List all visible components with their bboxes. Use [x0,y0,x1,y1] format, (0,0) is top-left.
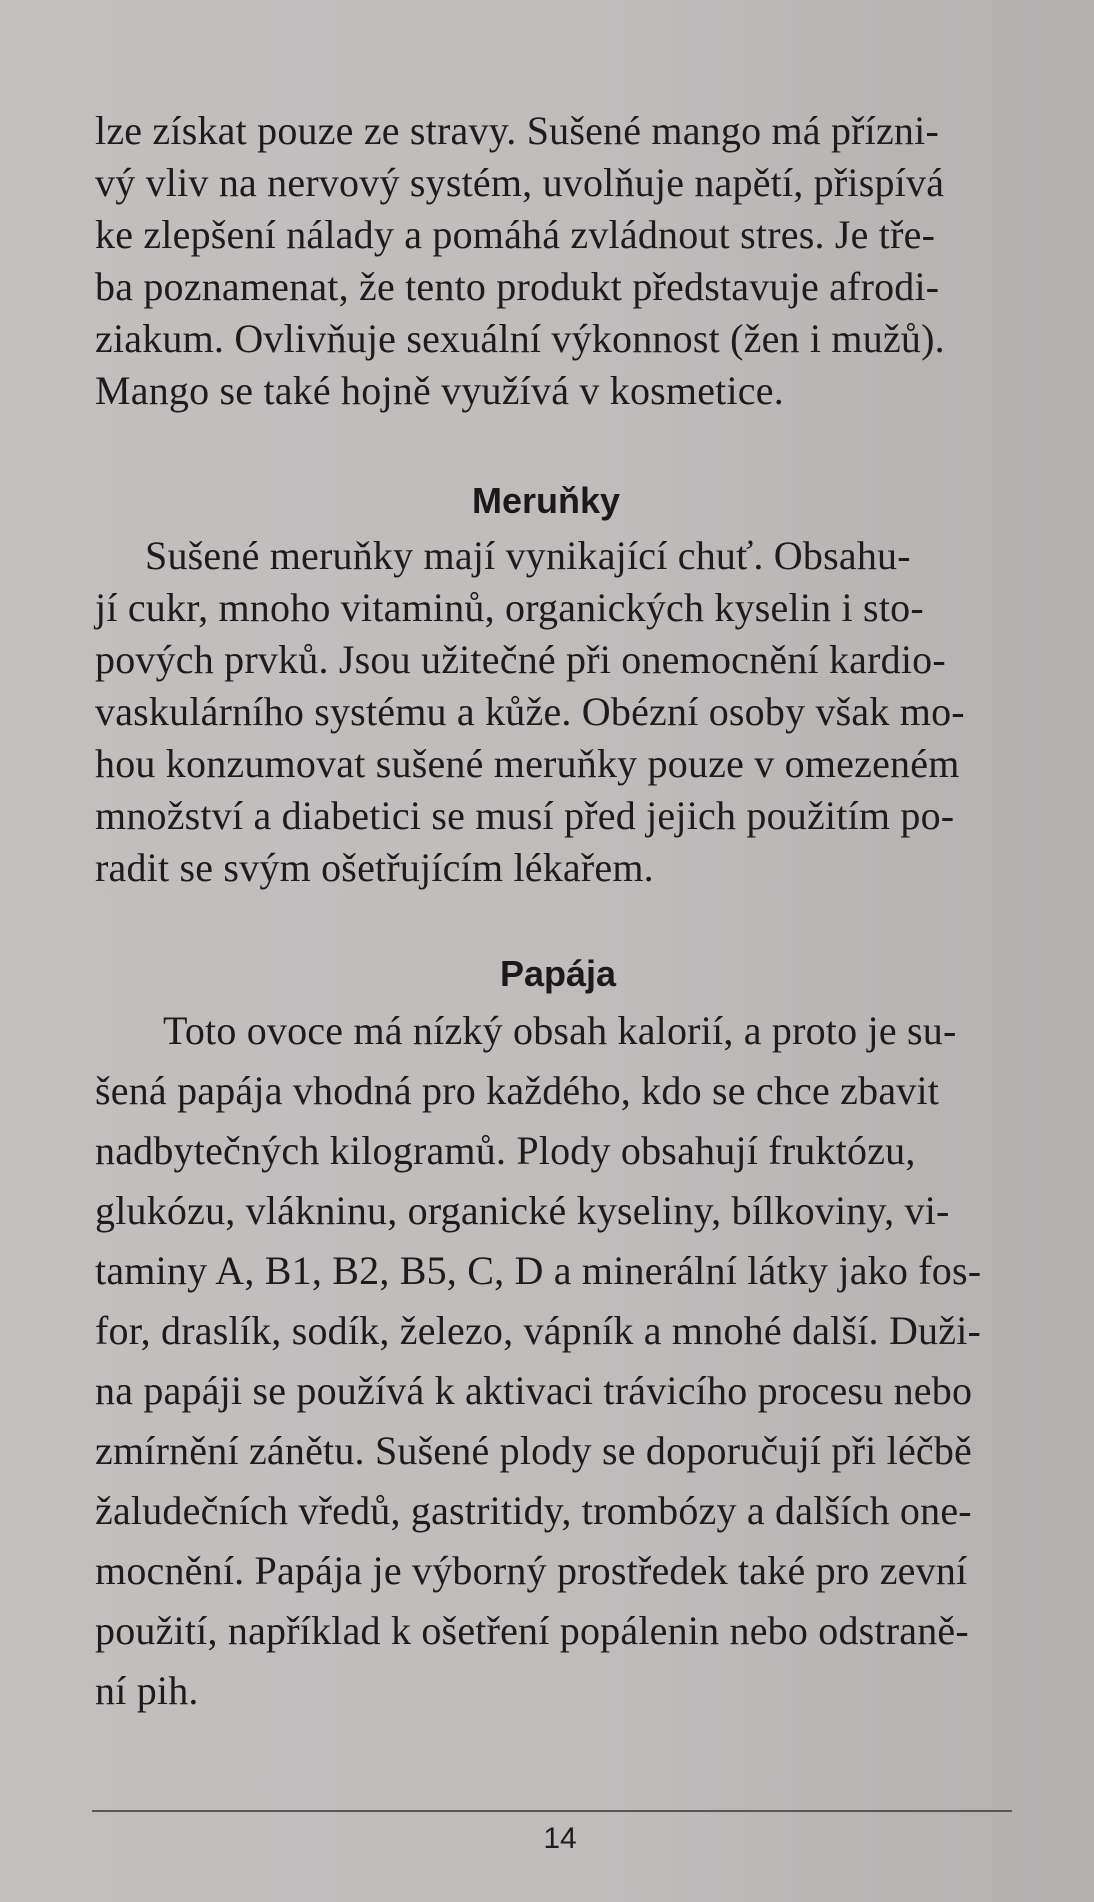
text-line: ba poznamenat, že tento produkt představuje afrodi- [95,264,940,309]
section-heading-merunky: Meruňky [472,480,621,521]
text-line: množství a diabetici se musí před jejich použitím po- [95,793,955,838]
text-line: radit se svým ošetřujícím lékařem. [95,845,654,890]
text-line: žaludečních vředů, gastritidy, trombózy a dalších one- [95,1488,972,1533]
text-line: for, draslík, sodík, železo, vápník a mnohé další. Duži- [95,1308,982,1353]
text-line: ke zlepšení nálady a pomáhá zvládnout stres. Je tře- [95,212,936,257]
text-line: Toto ovoce má nízký obsah kalorií, a proto je su- [163,1008,957,1053]
text-line: jí cukr, mnoho vitaminů, organických kyselin i sto- [95,585,924,630]
text-line: ní pih. [95,1668,199,1713]
text-line: pových prvků. Jsou užitečné při onemocnění kardio- [95,637,946,682]
text-line: nadbytečných kilogramů. Plody obsahují fruktózu, [95,1128,916,1173]
text-line: zmírnění zánětu. Sušené plody se doporučují při léčbě [95,1428,973,1473]
section-heading-papaja: Papája [500,953,617,994]
text-line: vý vliv na nervový systém, uvolňuje napětí, přispívá [95,160,945,205]
text-line: ziakum. Ovlivňuje sexuální výkonnost (žen i mužů). [95,316,945,361]
text-line: mocnění. Papája je výborný prostředek také pro zevní [95,1548,968,1593]
text-line: hou konzumovat sušené meruňky pouze v omezeném [95,741,960,786]
text-line: vaskulárního systému a kůže. Obézní osoby však mo- [95,689,965,734]
text-line: použití, například k ošetření popálenin nebo odstraně- [95,1608,969,1653]
text-line: lze získat pouze ze stravy. Sušené mango má přízni- [95,108,939,153]
text-line: šená papája vhodná pro každého, kdo se chce zbavit [95,1068,940,1113]
text-line: Sušené meruňky mají vynikající chuť. Obsahu- [145,533,911,578]
text-line: Mango se také hojně využívá v kosmetice. [95,368,784,413]
footer-divider [92,1810,1012,1812]
text-line: glukózu, vlákninu, organické kyseliny, bílkoviny, vi- [95,1188,950,1233]
page-number: 14 [543,1822,577,1855]
text-line: na papáji se používá k aktivaci trávicího procesu nebo [95,1368,973,1413]
text-line: taminy A, B1, B2, B5, C, D a minerální látky jako fos- [95,1248,982,1293]
